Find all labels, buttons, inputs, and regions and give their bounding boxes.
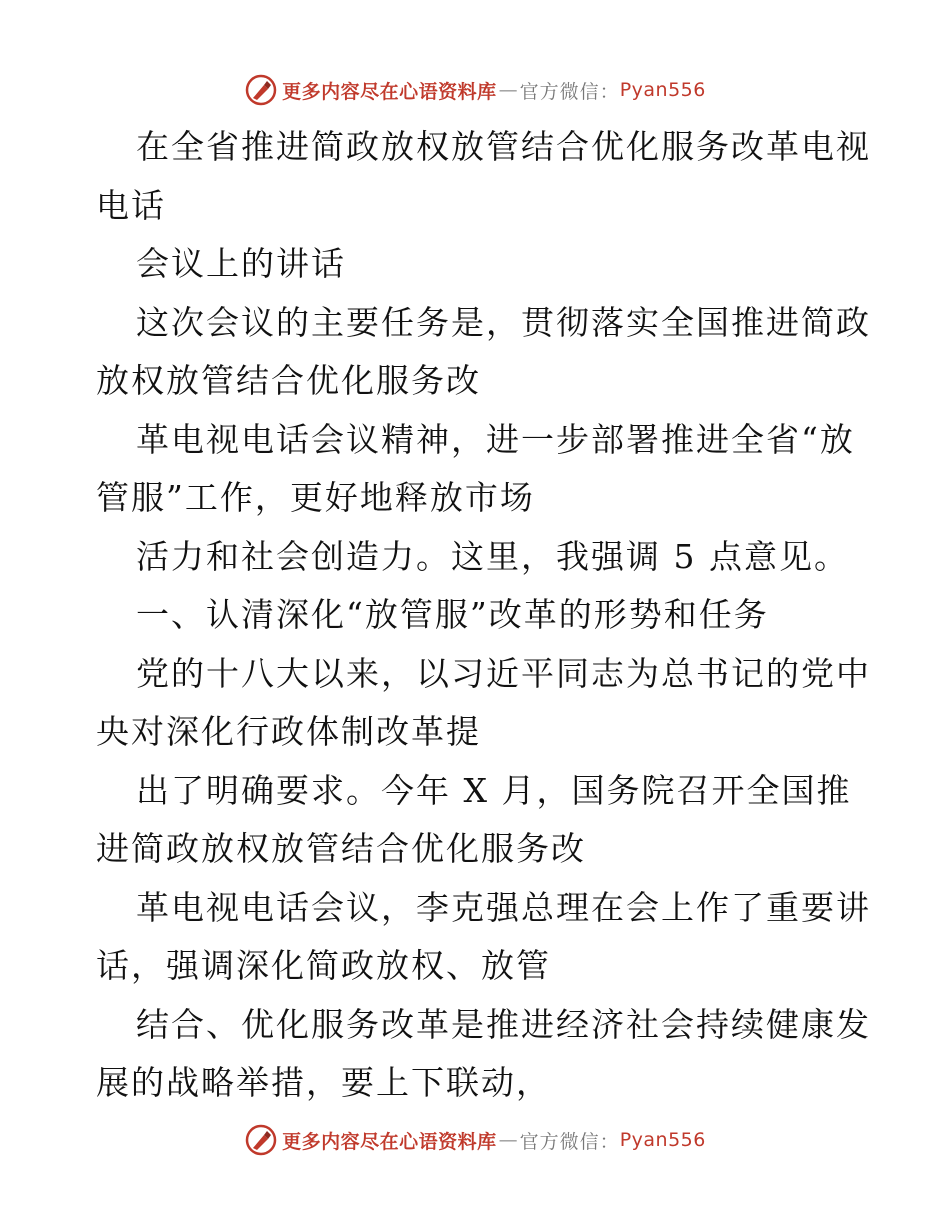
text-line: 管服”工作，更好地释放市场 <box>96 478 535 517</box>
text-line: 革电视电话会议，李克强总理在会上作了重要讲 <box>136 887 871 927</box>
watermark-wechat-id: Pyan556 <box>619 1129 706 1151</box>
watermark-official-label: 官方微信： <box>519 1130 620 1153</box>
text-line: 党的十八大以来，以习近平同志为总书记的党中 <box>136 653 871 693</box>
text-line: 电话 <box>96 185 166 225</box>
text-line: 展的战略举措，要上下联动， <box>96 1063 551 1102</box>
text-line: 结合、优化服务改革是推进经济社会持续健康发 <box>136 1004 871 1044</box>
text-line: 革电视电话会议精神，进一步部署推进全省“放 <box>136 419 855 459</box>
text-line: 出了明确要求。今年 X 月，国务院召开全国推 <box>136 770 852 810</box>
text-line: 在全省推进简政放权放管结合优化服务改革电视 <box>136 127 871 166</box>
text-line: 活力和社会创造力。这里，我强调 5 点意见。 <box>136 536 849 576</box>
footer-watermark <box>0 1120 950 1160</box>
text-line: 央对深化行政体制改革提 <box>96 712 481 751</box>
pen-nib-circle-icon <box>244 1123 278 1157</box>
watermark-dash: — <box>498 79 518 101</box>
text-line: 会议上的讲话 <box>136 244 346 283</box>
pen-nib-circle-icon <box>244 73 278 107</box>
text-line: 这次会议的主要任务是，贯彻落实全国推进简政 <box>136 302 871 342</box>
watermark-main-text: 更多内容尽在心语资料库 <box>282 80 497 103</box>
watermark-main-text: 更多内容尽在心语资料库 <box>282 1130 497 1153</box>
watermark-dash: — <box>498 1129 518 1151</box>
text-line: 话，强调深化简政放权、放管 <box>96 946 551 985</box>
document-body <box>96 118 871 1113</box>
watermark-wechat-id: Pyan556 <box>619 79 706 101</box>
watermark-official-label: 官方微信： <box>519 80 620 103</box>
text-line: 进简政放权放管结合优化服务改 <box>96 829 586 868</box>
text-line: 放权放管结合优化服务改 <box>96 361 481 400</box>
section-heading: 一、认清深化“放管服”改革的形势和任务 <box>136 595 769 634</box>
header-watermark <box>0 70 950 110</box>
